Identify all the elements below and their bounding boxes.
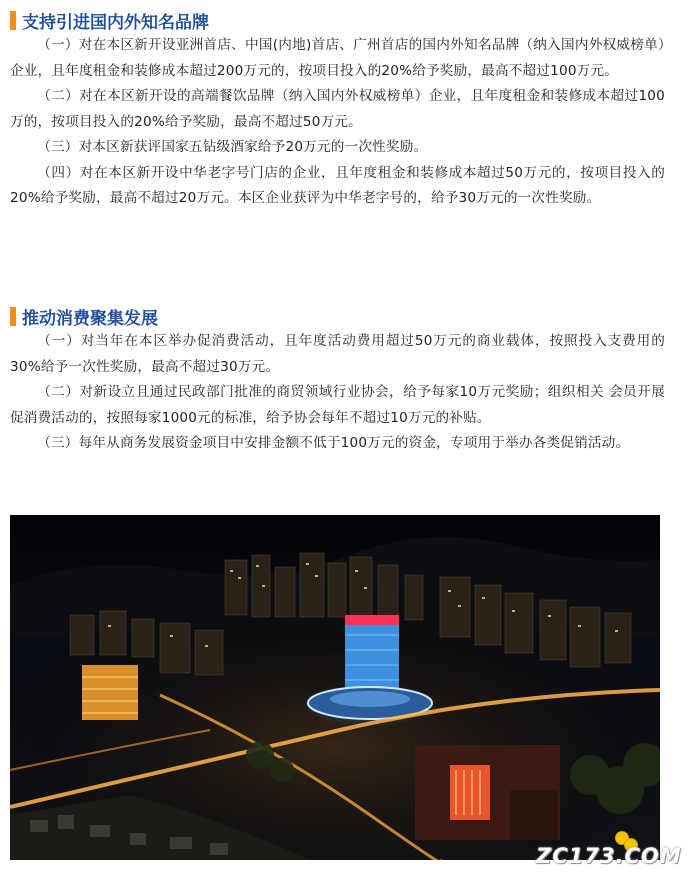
paragraph: （三）每年从商务发展资金项目中安排金额不低于100万元的资金，专项用于举办各类促销活动。 [37,435,630,451]
section-title: 支持引进国内外知名品牌 [22,12,209,33]
section-consumption [10,304,665,457]
paragraph: （一）对在本区新开设亚洲首店、中国(内地)首店、广州首店的国内外知名品牌（纳入国内外权威榜单）企业，且年度租金和装修成本超过200万元的，按项目投入的20%给予奖励，最高不超过100万元。 [10,37,665,79]
blue-tower [345,615,399,690]
heading-marker [10,307,16,326]
heading-marker [10,11,16,30]
paragraph: （二）对新设立且通过民政部门批准的商贸领域行业协会，给予每家10万元奖励；组织相关 会员开展促消费活动的，按照每家1000元的标准，给予协会每年不超过10万元的补贴。 [10,384,665,426]
paragraph: （三）对本区新获评国家五钻级酒家给予20万元的一次性奖励。 [37,139,428,155]
paragraph: （四）对在本区新开设中华老字号门店的企业，且年度租金和装修成本超过50万元的，按项目投入的20%给予奖励，最高不超过20万元。本区企业获评为中华老字号的，给予30万元的一次性奖励。 [10,164,665,206]
watermark: ZC173.COM [536,844,682,868]
paragraph: （一）对当年在本区举办促消费活动，且年度活动费用超过50万元的商业载体，按照投入支费用的30%给予一次性奖励，最高不超过30万元。 [10,333,665,375]
section-heading [10,304,665,328]
city-night-photo [10,515,660,860]
paragraph: （二）对在本区新开设的高端餐饮品牌（纳入国内外权威榜单）企业，且年度租金和装修成本超过100万的，按项目投入的20%给予奖励，最高不超过50万元。 [10,88,665,130]
orange-hotel [82,665,138,720]
section-title: 推动消费聚集发展 [22,308,158,329]
section-brand-support [10,8,665,212]
section-heading [10,8,665,32]
